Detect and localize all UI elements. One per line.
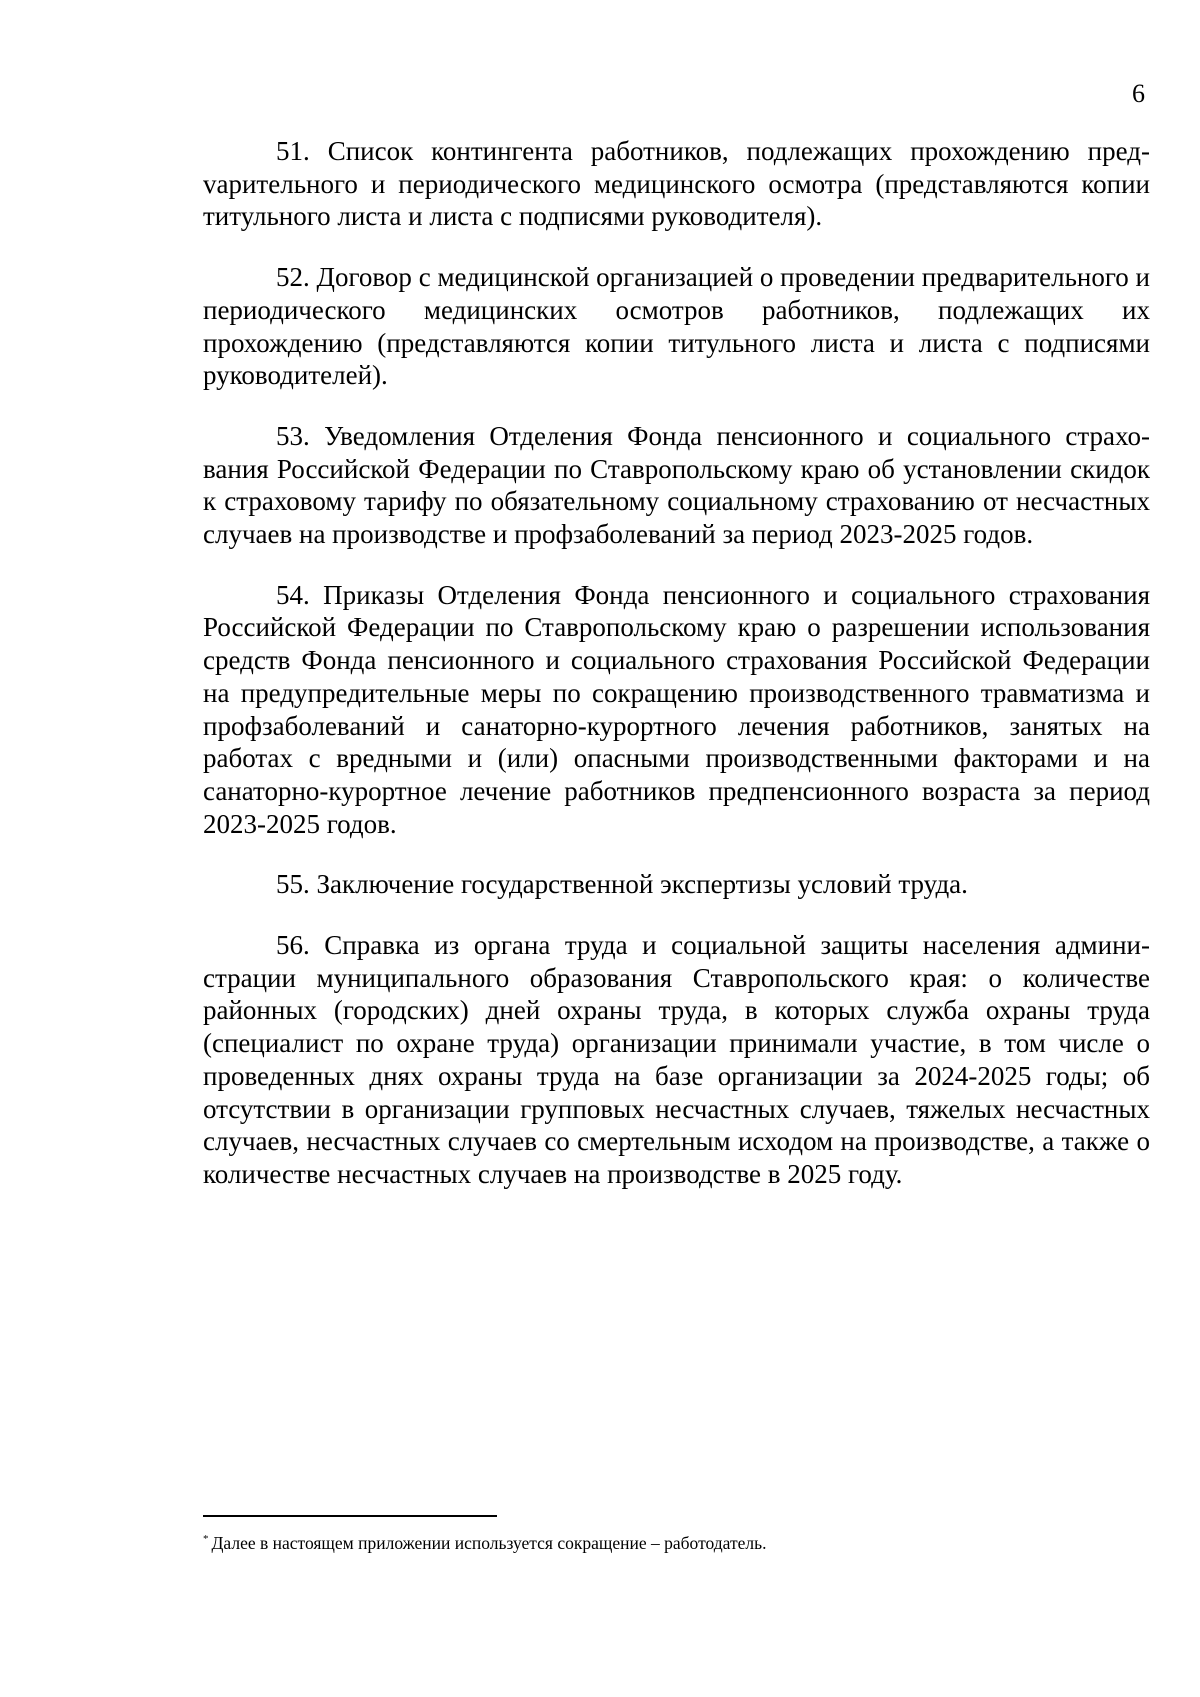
document-body <box>203 135 1150 1219</box>
paragraph-54: 54. Приказы Отделения Фонда пенсионного и социального страхования Российской Федерации по Ставропольскому краю о разрешении использования средств Фонда пенсионного и социального страхования Российской Федерации на предупредительные меры по сокращению производственного травматизма и профзаболеваний и санаторно-курортного лечения работников, занятых на работах с вредными и (или) опасными производственными факторами и на санаторно-курортное лечение работников предпенсионного возраста за период 2023-2025 годов. <box>203 579 1150 839</box>
footnote-marker: * <box>203 1533 209 1545</box>
footnote-divider <box>203 1515 497 1517</box>
paragraph-51: 51. Список контингента работников, подлежащих прохождению предvарительного и периодического медицинского осмотра (представляются копии титульного листа и листа с подписями руководителя). <box>203 136 1150 232</box>
paragraph-52: 52. Договор с медицинской организацией о проведении предварительного и периодического медицинских осмотров работников, подлежащих их прохождению (представляются копии титульного листа и листа с подписями руководителей). <box>203 262 1150 391</box>
paragraph-55: 55. Заключение государственной экспертизы условий труда. <box>276 869 968 900</box>
footnote <box>203 1532 1150 1554</box>
footnote-text: Далее в настоящем приложении используется сокращение – работодатель. <box>211 1533 767 1553</box>
page-number: 6 <box>1132 79 1145 108</box>
paragraph-56: 56. Справка из органа труда и социальной защиты населения администрации муниципального образования Ставропольского края: о количестве районных (городских) дней охраны труда, в которых служба охраны труда (специалист по охране труда) организации принимали участие, в том числе о проведенных днях охраны труда на базе организации за 2024-2025 годы; об отсутствии в организации групповых несчастных случаев, тяжелых несчастных случаев, несчастных случаев со смертельным исходом на производстве, а также о количестве несчастных случаев на производстве в 2025 году. <box>203 930 1150 1189</box>
paragraph-53: 53. Уведомления Отделения Фонда пенсионного и социального страхования Российской Федерации по Ставропольскому краю об установлении скидок к страховому тарифу по обязательному социальному страхованию от несчастных случаев на производстве и профзаболеваний за период 2023-2025 годов. <box>203 420 1150 550</box>
